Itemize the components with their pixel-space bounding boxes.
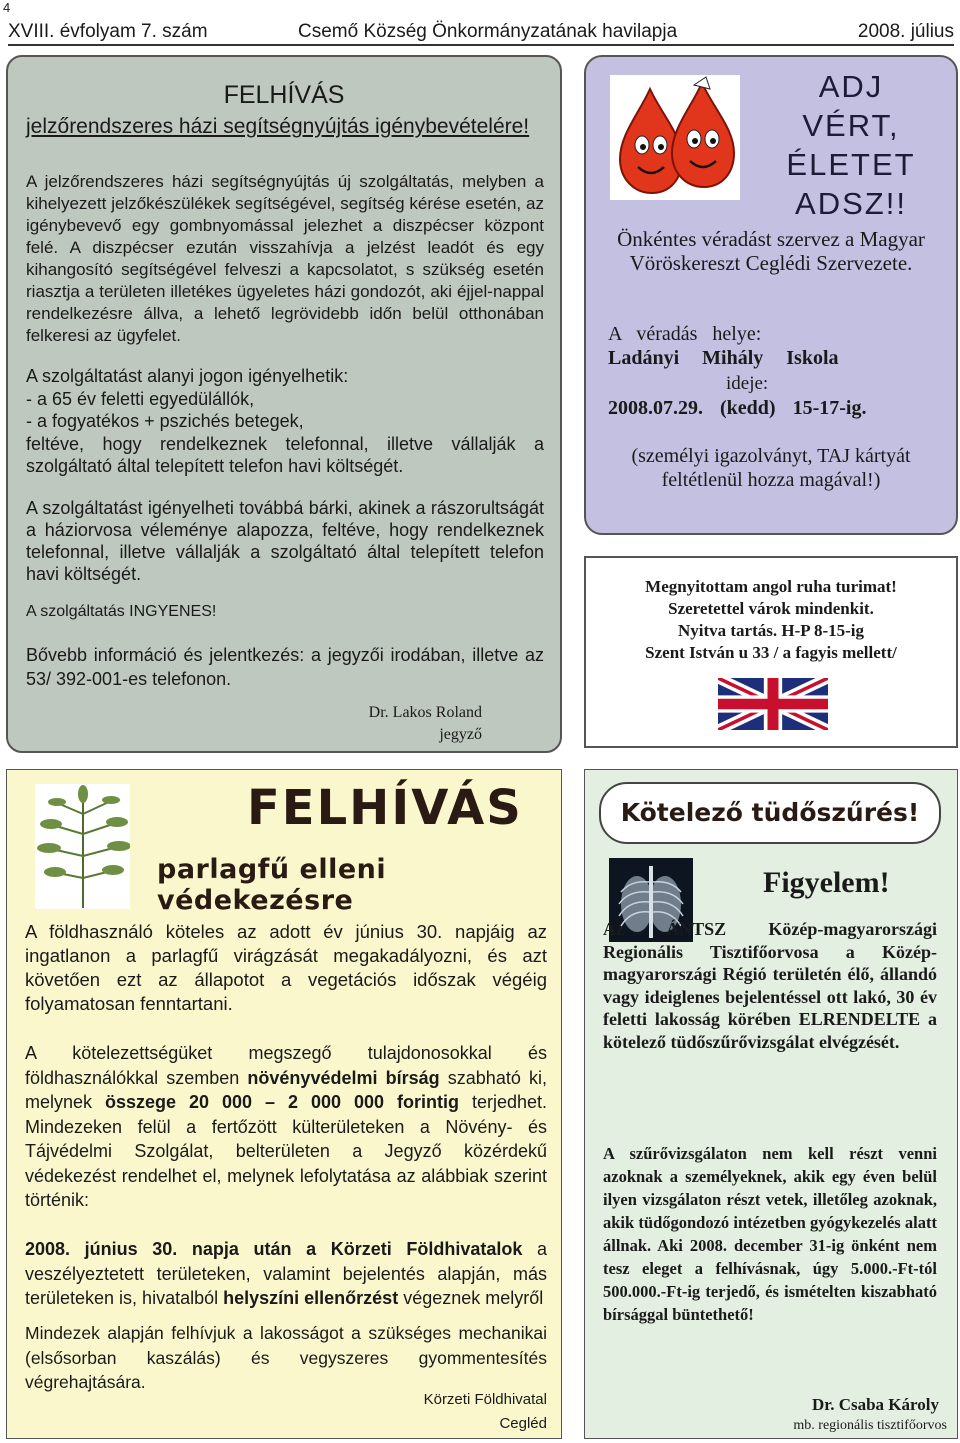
inspection-highlight: helyszíni ellenőrzést [223, 1288, 399, 1308]
issue-date: 2008. július [857, 21, 954, 42]
notice-paragraph-intro: A jelzőrendszeres házi segítségnyújtás új szolgáltatás, melyben a kihelyezett jelzőkészülékek segítségével, segítség kérése esetén, az igénybevevő egy gombnyomással jelezhet a diszpécser központ felé. A diszpécser ezután visszahívja a jelzést leadót és egy kihangosító segítségével felveszi a kapcsolatot, s szükség esetén riasztja a területen illetékes ügyeletes házi gondozót, aki éjjel-nappal rendelkezésre állva, a lehető legrövidebb időn belül otthonában felkeresi az ügyfelet. [26, 172, 544, 345]
penalty-highlight: növényvédelmi bírság [247, 1067, 440, 1088]
eligibility-line: - a 65 év feletti egyedülállók, [26, 388, 255, 409]
screening-exemptions: A szűrővizsgálaton nem kell részt venni azoknak a személyeknek, akik egy éven belül ilyen vizsgálaton részt vetek, illetőleg azoknak, akik tüdőgondozó intézetben gyógykezelés alatt állnak. Aki 2008. december 31-ig önként nem tesz eleget a felhívásnak, úgy 5.000.-Ft-tól 500.000.-Ft-ig terjedő, és ismételten kiszabható bírsággal büntethető! [603, 1144, 937, 1324]
penalty-amount: összege 20 000 – 2 000 000 forintig [105, 1092, 459, 1112]
publication-name: Csemő Község Önkormányzatának havilapja [298, 21, 678, 42]
inspection-text: végeznek melyről [398, 1288, 544, 1308]
ragweed-inspection [25, 1237, 547, 1311]
notice-paragraph-others: A szolgáltatást igényelheti továbbá bárki, akinek a rászorultságát a háziorvosa véleménye alapozza, feltéve, hogy rendelkeznek telefonnal, illetve vállalják a szolgáltató által telepített telefon havi költségét. [26, 498, 544, 584]
shop-line: Megnyitottam angol ruha turimat! [645, 577, 897, 596]
eligibility-line: feltéve, hogy rendelkeznek telefonnal, illetve vállalják a szolgáltató által telepített telefon havi költségét. [26, 433, 544, 476]
signature-role: mb. regionális tisztifőorvos [793, 1418, 947, 1433]
eligibility-line: A szolgáltatást alanyi jogon igényelhetik: [26, 366, 349, 386]
home-assistance-notice [6, 55, 562, 753]
ragweed-obligation: A földhasználó köteles az adott év június 30. napjáig az ingatlanon a parlagfű virágzását megakadályozni, és azt követően ezt az állapotot a vegetációs időszak végéig folyamatosan fenntartani. [25, 921, 547, 1014]
id-requirement-note: (személyi igazolványt, TAJ kártyát feltétlenül hozza magával!) [631, 445, 911, 491]
headline-line: ADSZ!! [795, 186, 907, 221]
ragweed-plant-image [35, 784, 130, 909]
shop-line: Szent István u 33 / a fagyis mellett/ [645, 643, 897, 662]
ragweed-penalty [25, 1041, 547, 1213]
penalty-text: terjedhet. Mindezeken felül a fertőzött külterületeken a Növény- és Tájvédelmi Szolgálat, belterületen a Jegyző közérdekű védekezést rendelhet el, melynek lefolytatása az alábbiak szerint történik: [25, 1092, 547, 1210]
blood-drops-mascot-image [610, 75, 740, 200]
eligibility-line: - a fogyatékos + pszichés betegek, [26, 411, 304, 431]
headline-line: ADJ [818, 69, 884, 104]
inspection-highlight: 2008. június 30. napja után a Körzeti Földhivatalok [25, 1239, 523, 1259]
ragweed-title: FELHÍVÁS [247, 780, 523, 836]
clothing-shop-ad [584, 556, 958, 748]
attention-heading: Figyelem! [763, 866, 890, 899]
shop-line: Nyitva tartás. H-P 8-15-ig [677, 621, 865, 640]
headline-line: VÉRT, [802, 108, 900, 143]
penalty-text: A kötelezettségüket megszegő tulajdonosokkal és földhasználókkal szemben [25, 1043, 547, 1088]
signature-role: jegyző [439, 726, 482, 743]
time-label: ideje: [726, 373, 769, 394]
screening-order: Az ÁNTSZ Közép-magyarországi Regionális Tisztifőorvosa a Közép-magyarországi Régió területén élő, állandó vagy ideiglenes bejelentéssel ott lakó, 30 év feletti lakosság körében ELRENDELTE a kötelező tüdőszűrővizsgálat elvégzését. [603, 919, 937, 1052]
location-label: A véradás helye: [608, 323, 762, 345]
date-value: 2008.07.29. [608, 397, 703, 419]
ragweed-notice [6, 769, 562, 1439]
shop-line: Szeretettel várok mindenkit. [668, 599, 874, 618]
donation-location: Ladányi Mihály Iskola [608, 347, 839, 369]
issue-number: XVIII. évfolyam 7. szám [8, 21, 208, 42]
signature-city: Cegléd [499, 1415, 547, 1432]
blood-donation-ad [584, 55, 958, 535]
penalty-text: szabható ki, melynek [25, 1067, 547, 1112]
union-jack-flag-icon [718, 678, 828, 730]
shop-text [586, 576, 956, 664]
weekday-value: (kedd) [720, 397, 776, 419]
signature-office: Körzeti Földhivatal [423, 1391, 547, 1408]
ragweed-signature [347, 1388, 547, 1436]
signature-name: Dr. Lakos Roland [368, 704, 482, 721]
notice-contact-info: Bővebb információ és jelentkezés: a jegyzői irodában, illetve az 53/ 392-001-es telefonon. [26, 645, 544, 689]
hours-value: 15-17-ig. [792, 397, 867, 419]
ragweed-appeal: Mindezek alapján felhívjuk a lakosságot a szükséges mechanikai (elsősorban kaszálás) és vegyszeres gyommentesítés végrehajtására. [25, 1323, 547, 1392]
donation-date [608, 397, 878, 420]
screening-banner: Kötelező tüdőszűrés! [599, 782, 941, 844]
signature-name: Dr. Csaba Károly [811, 1395, 939, 1414]
notice-paragraph-eligibility [26, 365, 544, 478]
blood-donation-headline [766, 67, 936, 223]
notice-subtitle: jelzőrendszeres házi segítségnyújtás igénybevételére! [26, 115, 530, 138]
organizer-text: Önkéntes véradást szervez a Magyar Vöröskereszt Ceglédi Szervezete. [617, 227, 925, 275]
inspection-text: a veszélyeztetett területeken, valamint bejelentés alapján, más területeken is, hivatalból [25, 1239, 547, 1308]
ragweed-subtitle: parlagfű elleni védekezésre [157, 854, 387, 916]
notice-title: FELHÍVÁS [223, 81, 345, 109]
lung-screening-notice [584, 769, 958, 1439]
headline-line: ÉLETET [786, 147, 916, 182]
notice-free-service: A szolgáltatás INGYENES! [26, 603, 217, 620]
page-header [8, 18, 954, 46]
page-number: 4 [3, 0, 11, 15]
notice-signature [362, 702, 482, 746]
